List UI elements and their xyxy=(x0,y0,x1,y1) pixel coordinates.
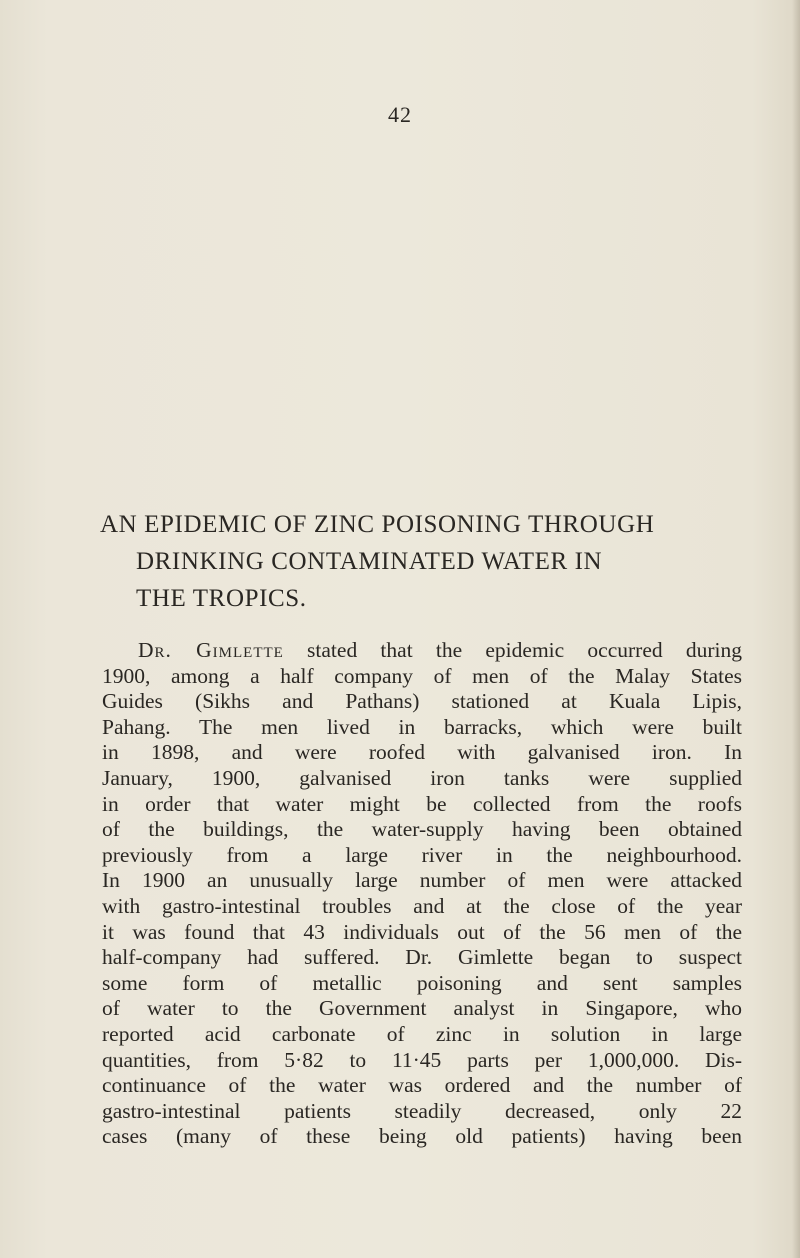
paragraph-line: previously from a large river in the neighbourhood. xyxy=(102,842,742,867)
paragraph-line: Pahang. The men lived in barracks, which were built xyxy=(102,714,742,739)
paragraph-line: of water to the Government analyst in Singapore, who xyxy=(102,996,742,1021)
paragraph-line xyxy=(102,638,742,664)
paragraph-line: with gastro-intestinal troubles and at the close of the year xyxy=(102,893,742,918)
author-name: Dr. Gimlette xyxy=(138,638,284,662)
paragraph-line: quantities, from 5·82 to 11·45 parts per 1,000,000. Dis- xyxy=(102,1047,742,1072)
body-paragraph xyxy=(102,638,742,1150)
paragraph-line: 1900, among a half company of men of the Malay States xyxy=(102,663,742,688)
paragraph-line: Guides (Sikhs and Pathans) stationed at Kuala Lipis, xyxy=(102,689,742,714)
title-line-3: THE TROPICS. xyxy=(136,585,307,612)
paragraph-line: in order that water might be collected from the roofs xyxy=(102,791,742,816)
title-line-2: DRINKING CONTAMINATED WATER IN xyxy=(136,548,603,575)
paragraph-line: some form of metallic poisoning and sent samples xyxy=(102,970,742,995)
paragraph-line: in 1898, and were roofed with galvanised iron. In xyxy=(102,740,742,765)
paragraph-line: half-company had suffered. Dr. Gimlette began to suspect xyxy=(102,945,742,970)
paragraph-line: reported acid carbonate of zinc in solution in large xyxy=(102,1021,742,1046)
paragraph-line: January, 1900, galvanised iron tanks were supplied xyxy=(102,765,742,790)
paragraph-line: gastro-intestinal patients steadily decreased, only 22 xyxy=(102,1098,742,1123)
page-number: 42 xyxy=(388,102,412,127)
title-line-1: AN EPIDEMIC OF ZINC POISONING THROUGH xyxy=(100,511,655,538)
page-edge-shadow xyxy=(792,0,800,1258)
paragraph-line: it was found that 43 individuals out of the 56 men of the xyxy=(102,919,742,944)
paragraph-line: cases (many of these being old patients) having been xyxy=(102,1124,742,1149)
paragraph-line-text: stated that the epidemic occurred during xyxy=(307,638,742,662)
paragraph-line: continuance of the water was ordered and the number of xyxy=(102,1073,742,1098)
article-title xyxy=(100,506,740,617)
paragraph-line: In 1900 an unusually large number of men were attacked xyxy=(102,868,742,893)
paragraph-line: of the buildings, the water-supply having been obtained xyxy=(102,817,742,842)
